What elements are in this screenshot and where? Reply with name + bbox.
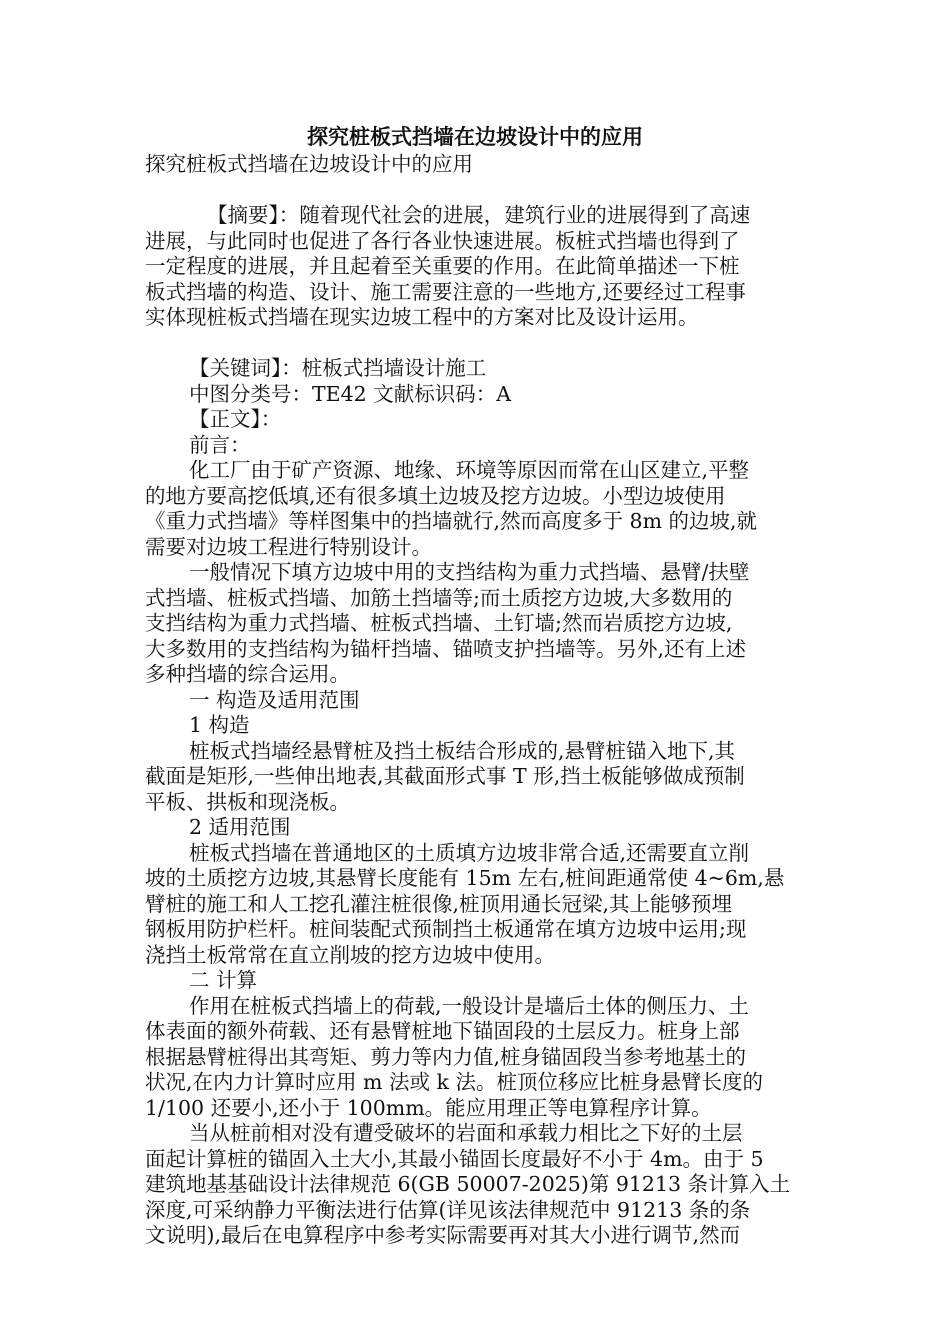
paragraph-line: 深度,可采纳静力平衡法进行估算(详见该法律规范中 91213 条的条 bbox=[145, 1197, 751, 1222]
section-heading: 一 构造及适用范围 bbox=[189, 687, 360, 712]
subsection-heading: 2 适用范围 bbox=[189, 815, 291, 839]
paragraph-line: 钢板用防护栏杆。桩间装配式预制挡土板通常在填方边坡中运用;现 bbox=[145, 917, 747, 941]
paragraph-line: 支挡结构为重力式挡墙、桩板式挡墙、土钉墙;然而岩质挖方边坡, bbox=[145, 611, 733, 635]
abstract-line: 实体现桩板式挡墙在现实边坡工程中的方案对比及设计运用。 bbox=[145, 305, 699, 329]
paragraph-line: 体表面的额外荷载、还有悬臂桩地下锚固段的土层反力。桩身上部 bbox=[145, 1019, 740, 1043]
paragraph-line: 桩板式挡墙在普通地区的土质填方边坡非常合适,还需要直立削 bbox=[189, 840, 750, 865]
paragraph-line: 臂桩的施工和人工挖孔灌注桩很像,桩顶用通长冠梁,其上能够预埋 bbox=[145, 891, 733, 916]
keywords-line: 【关键词】：桩板式挡墙设计施工 bbox=[189, 356, 487, 380]
abstract-line: 进展，与此同时也促进了各行各业快速进展。板桩式挡墙也得到了 bbox=[145, 228, 740, 253]
paragraph-line: 截面是矩形,一些伸出地表,其截面形式事 T 形,挡土板能够做成预制 bbox=[145, 764, 745, 788]
body-heading: 【正文】： bbox=[189, 407, 282, 431]
blank-line bbox=[145, 331, 807, 357]
document-subtitle: 探究桩板式挡墙在边坡设计中的应用 bbox=[145, 152, 473, 176]
abstract-line: 【摘要】：随着现代社会的进展，建筑行业的进展得到了高速 bbox=[207, 203, 751, 227]
paragraph-line: 平板、拱板和现浇板。 bbox=[145, 789, 350, 814]
paragraph-line: 多种挡墙的综合运用。 bbox=[145, 662, 350, 686]
paragraph-line: 1/100 还要小,还小于 100mm。能应用理正等电算程序计算。 bbox=[145, 1095, 712, 1120]
paragraph-line: 浇挡土板常常在直立削坡的挖方边坡中使用。 bbox=[145, 942, 555, 967]
classification-line: 中图分类号：TE42 文献标识码：A bbox=[189, 381, 512, 406]
paragraph-line: 当从桩前相对没有遭受破坏的岩面和承载力相比之下好的土层 bbox=[189, 1121, 743, 1145]
paragraph-line: 化工厂由于矿产资源、地缘、环境等原因而常在山区建立,平整 bbox=[189, 458, 750, 482]
paragraph-line: 一般情况下填方边坡中用的支挡结构为重力式挡墙、悬臂/扶壁 bbox=[189, 560, 750, 584]
subsection-heading: 1 构造 bbox=[189, 713, 250, 737]
paragraph-line: 文说明),最后在电算程序中参考实际需要再对其大小进行调节,然而 bbox=[145, 1223, 741, 1247]
document-title: 探究桩板式挡墙在边坡设计中的应用 bbox=[307, 125, 643, 149]
paragraph-line: 坡的土质挖方边坡,其悬臂长度能有 15m 左右,桩间距通常使 4~6m,悬 bbox=[145, 866, 785, 890]
paragraph-line: 的地方要高挖低填,还有很多填土边坡及挖方边坡。小型边坡使用 bbox=[145, 483, 726, 508]
paragraph-line: 面起计算桩的锚固入土大小,其最小锚固长度最好不小于 4m。由于 5 bbox=[145, 1146, 764, 1171]
paragraph-line: 《重力式挡墙》等样图集中的挡墙就行,然而高度多于 8m 的边坡,就 bbox=[145, 509, 758, 533]
paragraph-line: 桩板式挡墙经悬臂桩及挡土板结合形成的,悬臂桩锚入地下,其 bbox=[189, 738, 736, 763]
paragraph-line: 建筑地基基础设计法律规范 6(GB 50007-2025)第 91213 条计算入土 bbox=[145, 1172, 791, 1196]
abstract-line: 一定程度的进展，并且起着至关重要的作用。在此简单描述一下桩 bbox=[145, 254, 740, 278]
paragraph-line: 式挡墙、桩板式挡墙、加筋土挡墙等;而土质挖方边坡,大多数用的 bbox=[145, 585, 733, 610]
abstract-line: 板式挡墙的构造、设计、施工需要注意的一些地方,还要经过工程事 bbox=[145, 279, 747, 304]
intro-heading: 前言： bbox=[189, 432, 251, 457]
paragraph-line: 大多数用的支挡结构为锚杆挡墙、锚喷支护挡墙等。另外,还有上述 bbox=[145, 636, 747, 661]
document-body bbox=[145, 152, 807, 1249]
paragraph-line: 状况,在内力计算时应用 m 法或 k 法。桩顶位移应比桩身悬臂长度的 bbox=[145, 1070, 763, 1094]
paragraph-line: 需要对边坡工程进行特别设计。 bbox=[145, 534, 432, 559]
paragraph-line: 作用在桩板式挡墙上的荷载,一般设计是墙后土体的侧压力、土 bbox=[189, 993, 750, 1018]
paragraph-line: 根据悬臂桩得出其弯矩、剪力等内力值,桩身锚固段当参考地基土的 bbox=[145, 1044, 747, 1069]
section-heading: 二 计算 bbox=[189, 968, 258, 992]
blank-line bbox=[145, 178, 807, 204]
